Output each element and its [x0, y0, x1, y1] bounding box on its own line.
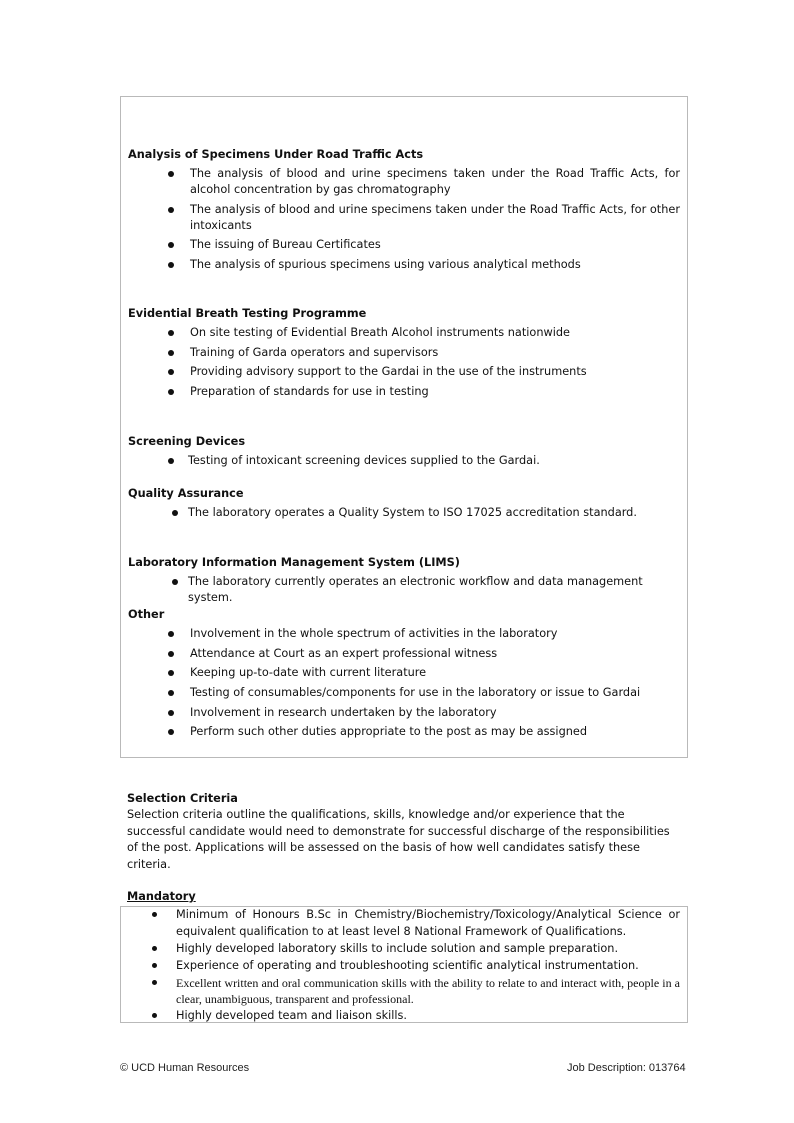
bullet-icon: [152, 963, 157, 968]
duties-box: [120, 96, 688, 758]
list-item: Testing of consumables/components for use in the laboratory or issue to Gardai: [128, 685, 680, 701]
list-item: Perform such other duties appropriate to the post as may be assigned: [128, 724, 680, 740]
bullet-list: [128, 505, 680, 521]
bullet-icon: [168, 171, 174, 177]
bullet-icon: [168, 458, 174, 464]
bullet-icon: [168, 207, 174, 213]
bullet-icon: [152, 912, 157, 917]
bullet-list: [128, 626, 680, 740]
list-item: Involvement in the whole spectrum of activities in the laboratory: [128, 626, 680, 642]
list-item: Keeping up-to-date with current literature: [128, 665, 680, 681]
selection-heading: Selection Criteria: [127, 792, 238, 805]
section-heading: Laboratory Information Management System (LIMS): [128, 556, 460, 569]
list-item: The analysis of blood and urine specimens taken under the Road Traffic Acts, for alcohol concentration by gas chromatography: [128, 166, 680, 198]
mandatory-list: [128, 907, 680, 1025]
list-item: The analysis of blood and urine specimens taken under the Road Traffic Acts, for other intoxicants: [128, 202, 680, 234]
bullet-icon: [168, 651, 174, 657]
list-item: Highly developed team and liaison skills.: [128, 1008, 680, 1025]
section-evidential-breath: [128, 306, 680, 404]
selection-criteria: [127, 791, 682, 873]
section-heading: Other: [128, 608, 165, 621]
list-item: The laboratory operates a Quality System to ISO 17025 accreditation standard.: [128, 505, 680, 521]
list-item: Preparation of standards for use in testing: [128, 384, 680, 400]
list-item: Excellent written and oral communication skills with the ability to relate to and interact with, people in a clear, unambiguous, transparent and professional.: [128, 975, 680, 1008]
list-item: Highly developed laboratory skills to include solution and sample preparation.: [128, 941, 680, 958]
list-item: Testing of intoxicant screening devices supplied to the Gardai.: [128, 453, 680, 469]
footer-job-description: Job Description: 013764: [567, 1062, 686, 1074]
bullet-list: [128, 453, 680, 469]
bullet-icon: [168, 631, 174, 637]
list-item: On site testing of Evidential Breath Alcohol instruments nationwide: [128, 325, 680, 341]
section-lims: [128, 555, 680, 610]
bullet-icon: [168, 389, 174, 395]
bullet-icon: [168, 350, 174, 356]
bullet-icon: [168, 242, 174, 248]
bullet-icon: [152, 1013, 157, 1018]
bullet-icon: [172, 510, 178, 516]
list-item: Involvement in research undertaken by the laboratory: [128, 705, 680, 721]
bullet-list: [128, 166, 680, 273]
section-heading: Evidential Breath Testing Programme: [128, 307, 367, 320]
bullet-icon: [152, 946, 157, 951]
section-heading: Screening Devices: [128, 435, 246, 448]
bullet-icon: [168, 262, 174, 268]
list-item: Attendance at Court as an expert professional witness: [128, 646, 680, 662]
bullet-icon: [172, 579, 178, 585]
section-quality-assurance: [128, 486, 680, 525]
bullet-icon: [168, 710, 174, 716]
selection-text: Selection criteria outline the qualifications, skills, knowledge and/or experience that the successful candidate would need to demonstrate for successful discharge of the responsibilities of the post. Applications will be assessed on the basis of how well candidates satisfy these criteria.: [127, 808, 670, 871]
bullet-icon: [168, 729, 174, 735]
bullet-icon: [168, 369, 174, 375]
bullet-icon: [152, 980, 157, 985]
bullet-icon: [168, 330, 174, 336]
mandatory-section: [127, 889, 682, 905]
list-item: Minimum of Honours B.Sc in Chemistry/Biochemistry/Toxicology/Analytical Science or equivalent qualification to at least level 8 National Framework of Qualifications.: [128, 907, 680, 940]
section-analysis-specimens: [128, 147, 680, 277]
section-heading: Quality Assurance: [128, 487, 244, 500]
section-screening-devices: [128, 434, 680, 473]
mandatory-box: [120, 906, 688, 1023]
list-item: Training of Garda operators and supervisors: [128, 345, 680, 361]
bullet-list: [128, 574, 680, 606]
list-item: Providing advisory support to the Gardai in the use of the instruments: [128, 364, 680, 380]
list-item: The analysis of spurious specimens using various analytical methods: [128, 257, 680, 273]
list-item: The issuing of Bureau Certificates: [128, 237, 680, 253]
bullet-icon: [168, 670, 174, 676]
list-item: The laboratory currently operates an electronic workflow and data management system.: [128, 574, 680, 606]
section-other: [128, 607, 680, 744]
bullet-list: [128, 325, 680, 400]
mandatory-heading: Mandatory: [127, 890, 196, 903]
footer-copyright: © UCD Human Resources: [120, 1062, 250, 1074]
list-item: Experience of operating and troubleshooting scientific analytical instrumentation.: [128, 958, 680, 975]
section-heading: Analysis of Specimens Under Road Traffic Acts: [128, 148, 424, 161]
bullet-icon: [168, 690, 174, 696]
